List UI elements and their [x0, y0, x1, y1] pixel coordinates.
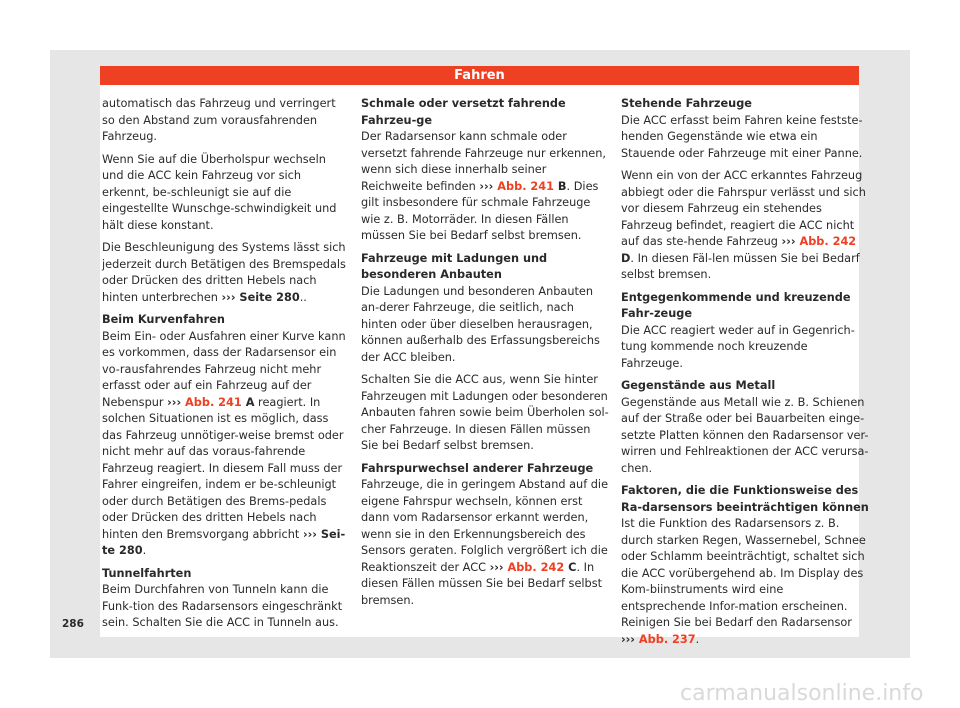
paragraph-text: Ist die Funktion des Radarsensors z. B. durch starken Regen, Wassernebel, Schnee oder Schlamm beeinträchtigt, schaltet sich die ACC vorübergehend ab. Im Display des Kom-biinstruments wird eine entsprechende Infor-mation erscheinen. Reinigen Sie bei Bedarf den Radarsensor — [621, 517, 866, 629]
subheading: Fahrspurwechsel anderer Fahrzeuge — [361, 461, 594, 475]
paragraph: Gegenstände aus Metall wie z. B. Schienen auf der Straße oder bei Bauarbeiten einge-setzte Platten können den Radarsensor ver-wirren und Fehlreaktionen der ACC verursa-chen. — [621, 395, 869, 475]
paragraph: Die ACC reagiert weder auf in Gegenrich-tung kommende noch kreuzende Fahrzeuge. — [621, 323, 855, 370]
figure-letter: A — [241, 395, 255, 409]
paragraph: automatisch das Fahrzeug und verringert so den Abstand zum vorausfahrenden Fahrzeug. — [102, 97, 336, 143]
ref-arrow: ››› — [781, 235, 796, 248]
text-column-2 — [361, 96, 609, 615]
figure-letter: B — [554, 179, 567, 193]
paragraph: Die Ladungen und besonderen Anbauten an-derer Fahrzeuge, die seitlich, nach hinten oder über dieselben herausragen, können außerhalb des Erfassungsbereichs der ACC bleiben. — [361, 284, 600, 364]
text-column-3 — [621, 96, 869, 654]
paragraph-text: . — [142, 544, 147, 557]
paragraph — [621, 516, 869, 648]
subheading: Beim Kurvenfahren — [102, 313, 225, 326]
figure-link-label: Abb. 242 — [503, 560, 565, 574]
figure-letter: D — [621, 251, 631, 265]
figure-link[interactable] — [181, 396, 254, 409]
paragraph-text: . Dies gilt insbesondere für schmale Fahrzeuge wie z. B. Motorräder. In diesen Fällen müssen Sie bei Bedarf selbst bremsen. — [361, 179, 599, 242]
subheading: Faktoren, die die Funktionsweise des Ra-darsensors beeinträchtigen können — [621, 484, 869, 514]
figure-link-label: Abb. 241 — [181, 395, 242, 409]
ref-arrow: ››› — [489, 560, 504, 574]
paragraph-text: Die Beschleunigung des Systems lässt sich jederzeit durch Betätigen des Bremspedals oder Drücken des dritten Hebels nach hinten unterbrechen — [102, 241, 346, 304]
text-column-1 — [102, 96, 350, 638]
subheading: Fahrzeuge mit Ladungen und besonderen Anbauten — [361, 251, 548, 281]
paragraph-text: . In diesen Fällen müssen Sie bei Bedarf selbst bremsen. — [361, 560, 603, 607]
subheading: Stehende Fahrzeuge — [621, 97, 752, 110]
paragraph-text: Wenn ein von der ACC erkanntes Fahrzeug abbiegt oder die Fahrspur verlässt und sich vor diesem Fahrzeug ein stehendes Fahrzeug befindet, reagiert die ACC nicht auf das ste-hende Fahrzeug — [621, 169, 866, 248]
paragraph-text: Fahrzeuge, die in geringem Abstand auf die eigene Fahrspur wechseln, können erst dann vom Radarsensor erkannt werden, wenn sie in den Erkennungsbereich des Sensors geraten. Folglich vergrößert ich die Reaktionszeit der ACC — [361, 478, 609, 574]
paragraph: Beim Durchfahren von Tunneln kann die Funk-tion des Radarsensors eingeschränkt sein. Schalten Sie die ACC in Tunneln aus. — [102, 583, 343, 629]
subheading: Tunnelfahrten — [102, 566, 192, 580]
paragraph: Die ACC erfasst beim Fahren keine festste-henden Gegenstände wie etwa ein Stauende oder Fahrzeuge mit einer Panne. — [621, 113, 863, 160]
figure-link[interactable] — [493, 180, 566, 193]
paragraph-text: .. — [299, 290, 307, 304]
paragraph — [102, 329, 350, 560]
subheading: Entgegenkommende und kreuzende Fahr-zeuge — [621, 290, 851, 320]
figure-letter: C — [564, 560, 577, 574]
watermark: carmanualsonline.info — [680, 681, 924, 706]
paragraph: Wenn Sie auf die Überholspur wechseln und die ACC kein Fahrzeug vor sich erkennt, be-schleunigt sie auf die eingestellte Wunschge-schwindigkeit und hält diese konstant. — [102, 152, 337, 232]
ref-arrow: ››› — [221, 290, 236, 304]
figure-link[interactable] — [504, 561, 577, 574]
page-link[interactable]: Sei-te 280 — [102, 527, 346, 557]
ref-arrow: ››› — [479, 179, 494, 193]
paragraph — [621, 168, 869, 284]
ref-arrow: ››› — [302, 527, 317, 541]
ref-arrow: ››› — [621, 632, 635, 646]
subheading: Gegenstände aus Metall — [621, 379, 776, 392]
paragraph — [361, 129, 609, 245]
paragraph — [102, 240, 350, 306]
figure-link-label: Abb. 237 — [634, 632, 696, 646]
paragraph-text: . — [695, 632, 700, 646]
subheading: Schmale oder versetzt fahrende Fahrzeu-ge — [361, 97, 566, 127]
paragraph-text: Beim Ein- oder Ausfahren einer Kurve kann es vorkommen, dass der Radarsensor ein vo-rausfahrendes Fahrzeug nicht mehr erfasst oder auf ein Fahrzeug auf der Nebenspur — [102, 329, 346, 409]
paragraph-text: reagiert. In solchen Situationen ist es möglich, dass das Fahrzeug unnötiger-weise bremst oder nicht mehr auf das voraus-fahrende Fahrzeug reagiert. In diesem Fall muss der Fahrer eingreifen, indem er be-schleunigt oder durch Betätigen des Brems-pedals oder Drücken des dritten Hebels nach hinten den Bremsvorgang abbricht — [102, 395, 344, 541]
page-number: 286 — [62, 618, 84, 630]
paragraph-text: . In diesen Fäl-len müssen Sie bei Bedarf selbst bremsen. — [621, 251, 860, 281]
paragraph: Schalten Sie die ACC aus, wenn Sie hinter Fahrzeugen mit Ladungen oder besonderen Anbauten fahren sowie beim Überholen sol-cher Fahrzeuge. In diesen Fällen müssen Sie bei Bedarf selbst bremsen. — [361, 373, 609, 452]
paragraph — [361, 477, 609, 609]
section-header: Fahren — [100, 66, 859, 85]
page-link[interactable]: Seite 280 — [235, 290, 300, 304]
ref-arrow: ››› — [167, 395, 182, 409]
paragraph-text: Der Radarsensor kann schmale oder versetzt fahrende Fahrzeuge nur erkennen, wenn sich diese innerhalb seiner Reichweite befinden — [361, 130, 606, 193]
figure-link[interactable] — [635, 633, 696, 646]
figure-link-label: Abb. 242 — [795, 235, 857, 248]
figure-link-label: Abb. 241 — [493, 179, 554, 193]
